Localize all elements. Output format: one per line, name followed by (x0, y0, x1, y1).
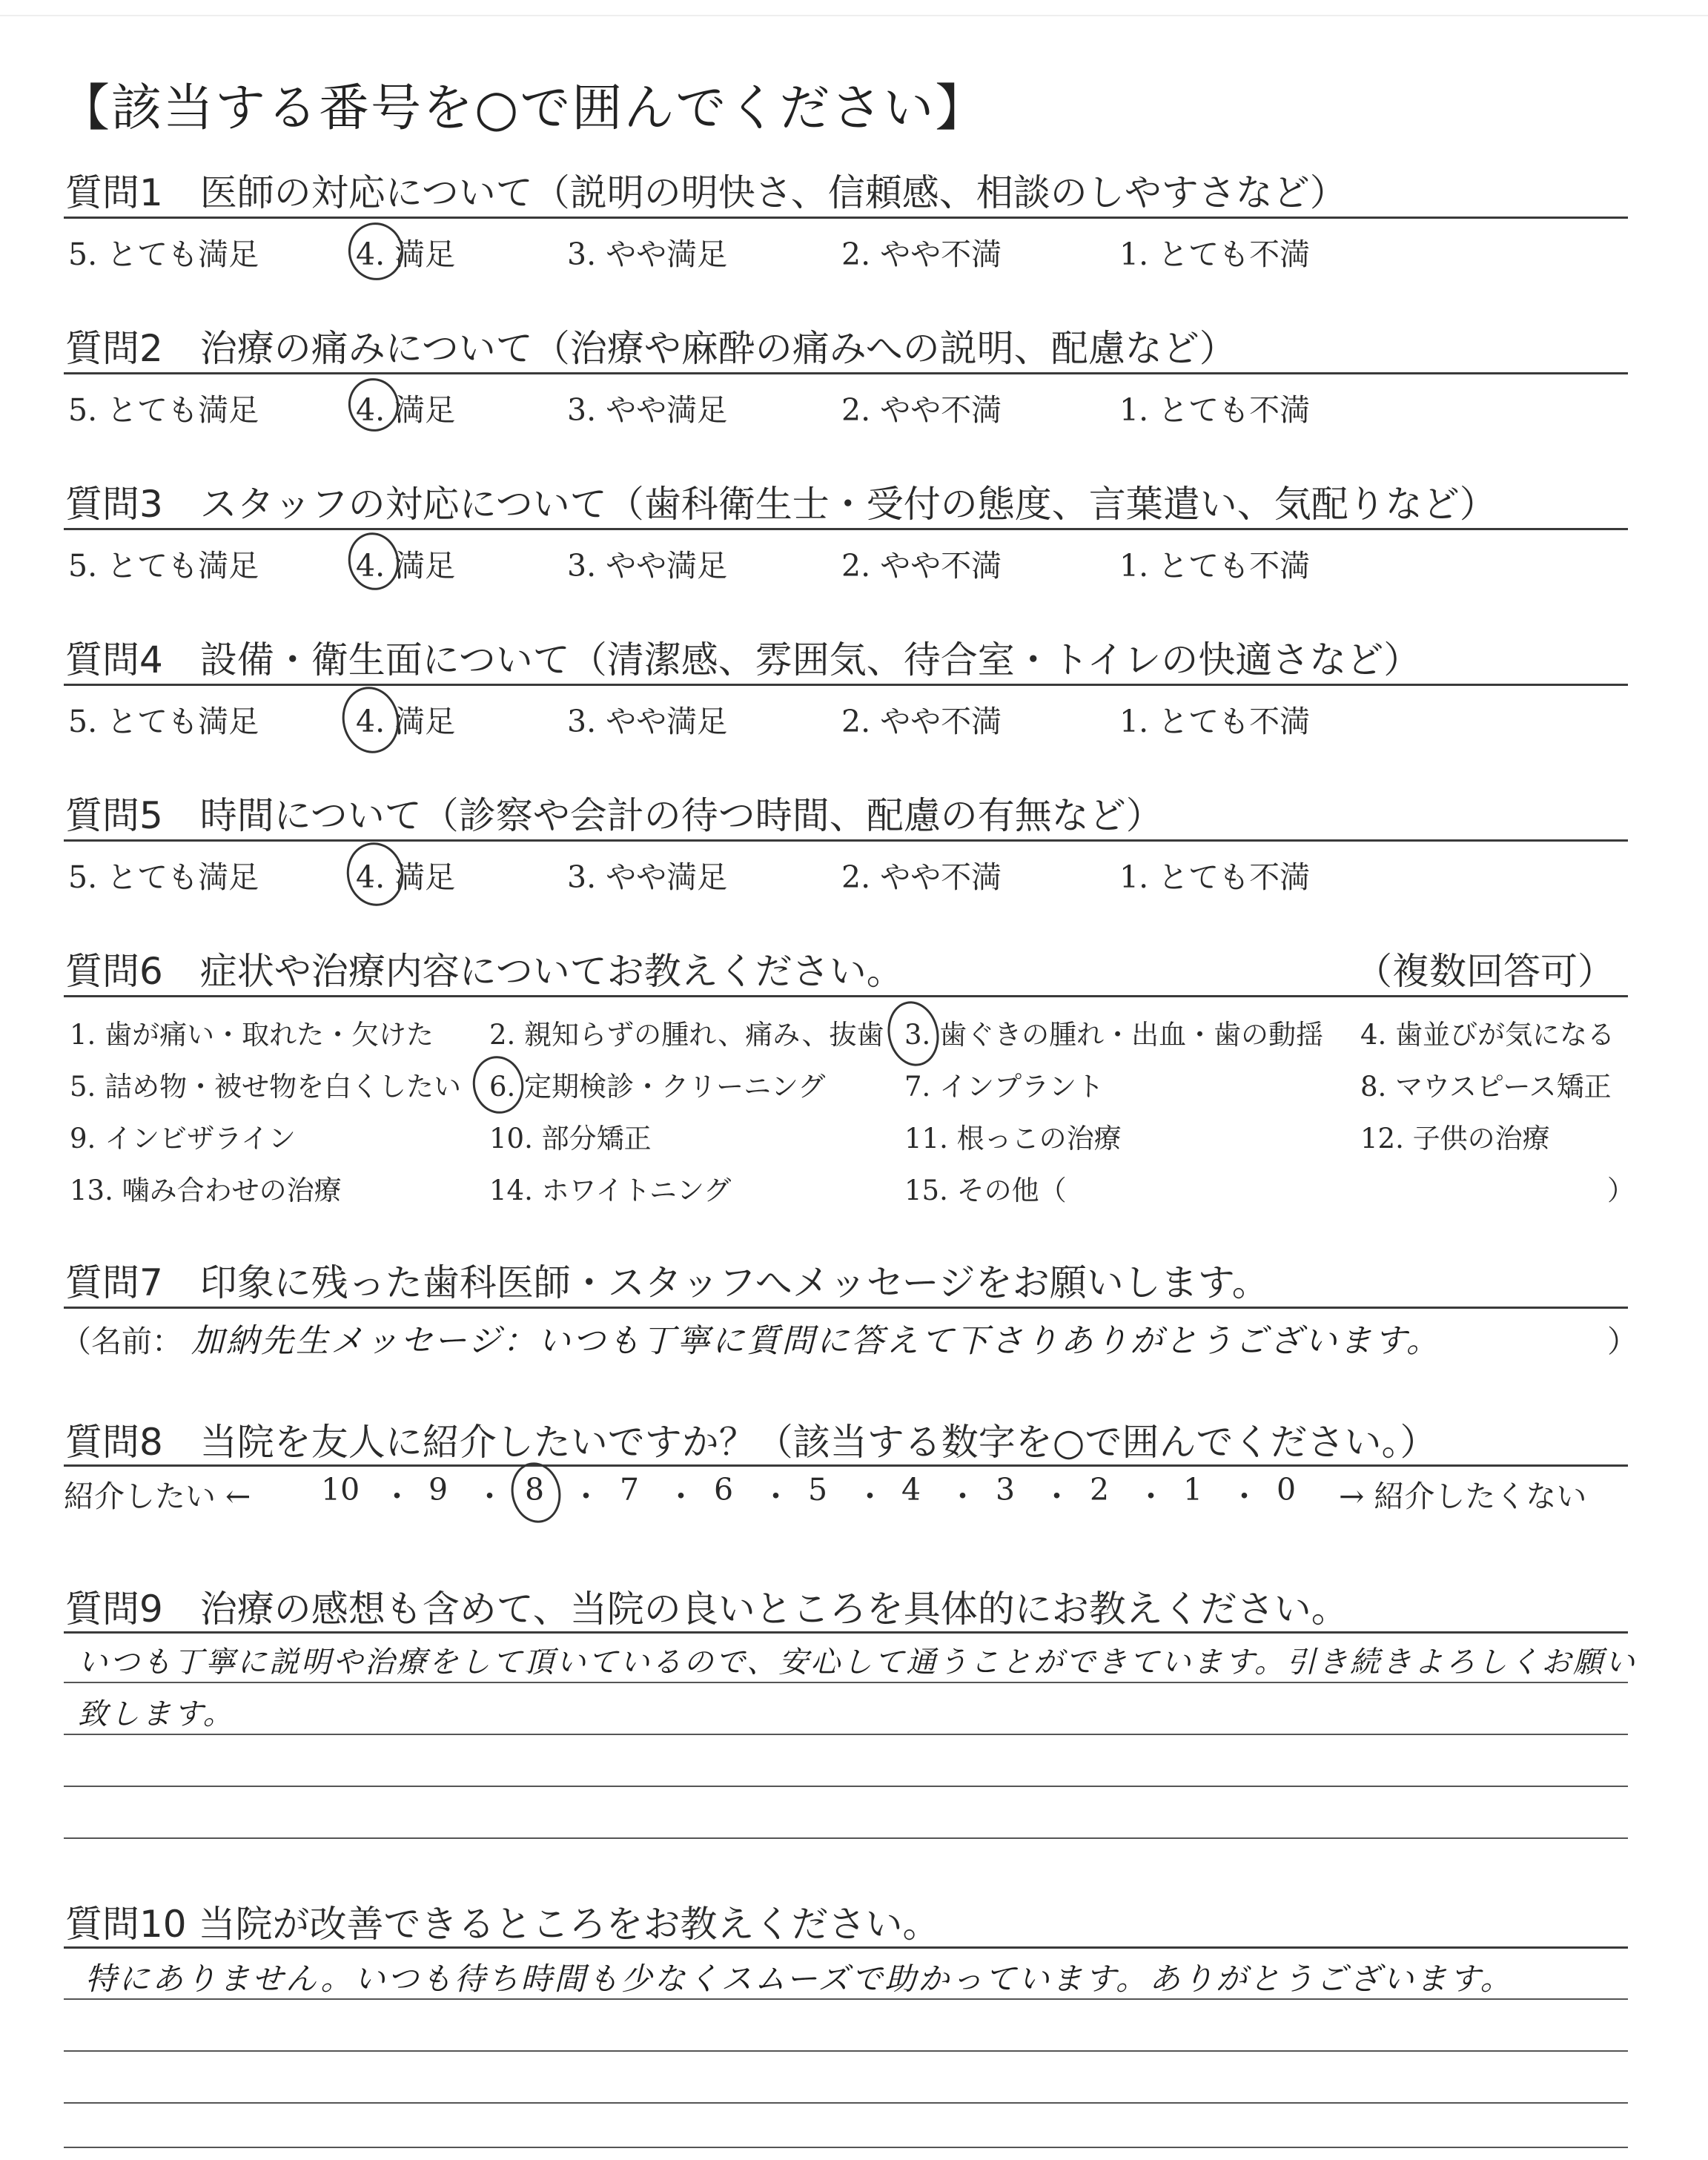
q4-selection-circle (336, 681, 405, 759)
q4-option-3[interactable]: 3. やや満足 (567, 704, 728, 739)
q5-option-4[interactable]: 4. 満足 (356, 859, 456, 895)
q8-scale-dot: ・ (666, 1479, 696, 1514)
question-4-rule (64, 684, 1628, 686)
question-9-rule (64, 1631, 1628, 1634)
q3-option-1[interactable]: 1. とても不満 (1119, 548, 1311, 584)
q7-name-suffix: ） (1607, 1324, 1638, 1359)
q9-writing-line (64, 1837, 1628, 1839)
q6-selection-circle-3 (882, 997, 945, 1071)
question-1-label: 質問1 医師の対応について（説明の明快さ、信頼感、相談のしやすさなど） (65, 171, 1347, 214)
question-2-rule (64, 372, 1628, 374)
q8-scale-4[interactable]: 4 (901, 1472, 921, 1507)
q6-option-3[interactable]: 3. 歯ぐきの腫れ・出血・歯の動揺 (904, 1019, 1324, 1051)
q8-scale-3[interactable]: 3 (996, 1472, 1016, 1507)
q4-option-1[interactable]: 1. とても不満 (1119, 704, 1311, 739)
q3-option-4[interactable]: 4. 満足 (356, 548, 456, 584)
q4-option-4[interactable]: 4. 満足 (356, 704, 456, 739)
q10-writing-line (64, 2147, 1628, 2148)
q1-option-2[interactable]: 2. やや不満 (841, 237, 1002, 272)
q3-option-5[interactable]: 5. とても満足 (68, 548, 259, 584)
question-7-label: 質問7 印象に残った歯科医師・スタッフへメッセージをお願いします。 (65, 1261, 1269, 1304)
q2-option-1[interactable]: 1. とても不満 (1119, 392, 1311, 428)
q4-option-5[interactable]: 5. とても満足 (68, 704, 259, 739)
q8-scale-9[interactable]: 9 (428, 1472, 448, 1507)
q6-option-14[interactable]: 14. ホワイトニング (489, 1175, 732, 1206)
q8-scale-dot: ・ (474, 1479, 505, 1514)
question-6-label: 質問6 症状や治療内容についてお教えください。 (65, 950, 904, 993)
q5-option-2[interactable]: 2. やや不満 (841, 859, 1002, 895)
q8-scale-1[interactable]: 1 (1183, 1472, 1203, 1507)
question-8-rule (64, 1464, 1628, 1467)
question-2-label: 質問2 治療の痛みについて（治療や麻酔の痛みへの説明、配慮など） (65, 327, 1237, 370)
question-9-label: 質問9 治療の感想も含めて、当院の良いところを具体的にお教えください。 (65, 1588, 1348, 1631)
question-4-label: 質問4 設備・衛生面について（清潔感、雰囲気、待合室・トイレの快適さなど） (65, 638, 1421, 681)
scan-edge (0, 15, 1708, 16)
q8-scale-dot: ・ (855, 1479, 885, 1514)
q8-scale-dot: ・ (1136, 1479, 1166, 1514)
q8-scale-2[interactable]: 2 (1090, 1472, 1110, 1507)
q1-option-1[interactable]: 1. とても不満 (1119, 237, 1311, 272)
q5-option-5[interactable]: 5. とても満足 (68, 859, 259, 895)
q8-scale-dot: ・ (382, 1479, 412, 1514)
q9-handwritten-line-1[interactable]: いつも丁寧に説明や治療をして頂いているので、安心して通うことができています。引き続きよろしくお願い (78, 1645, 1637, 1680)
question-1-rule (64, 217, 1628, 219)
q2-option-5[interactable]: 5. とても満足 (68, 392, 259, 428)
q5-option-3[interactable]: 3. やや満足 (567, 859, 728, 895)
question-7-rule (64, 1307, 1628, 1309)
q9-writing-line (64, 1734, 1628, 1735)
q6-option-6[interactable]: 6. 定期検診・クリーニング (489, 1071, 826, 1103)
q2-option-4[interactable]: 4. 満足 (356, 392, 456, 428)
page-title: 【該当する番号を○で囲んでください】 (59, 79, 987, 138)
q6-option-4[interactable]: 4. 歯並びが気になる (1360, 1019, 1615, 1051)
q2-option-3[interactable]: 3. やや満足 (567, 392, 728, 428)
q6-option-8[interactable]: 8. マウスピース矯正 (1360, 1071, 1612, 1103)
q8-right-label: → 紹介したくない (1339, 1479, 1587, 1514)
q8-scale-6[interactable]: 6 (714, 1472, 734, 1507)
q8-scale-dot: ・ (761, 1479, 791, 1514)
q1-option-3[interactable]: 3. やや満足 (567, 237, 728, 272)
q9-writing-line (64, 1786, 1628, 1787)
q7-name-prefix: （名前： (61, 1324, 182, 1359)
q6-option-5[interactable]: 5. 詰め物・被せ物を白くしたい (70, 1071, 462, 1103)
q1-option-5[interactable]: 5. とても満足 (68, 237, 259, 272)
q6-other-close-paren: ） (1607, 1175, 1635, 1206)
q6-option-9[interactable]: 9. インビザライン (70, 1123, 296, 1155)
q8-scale-10[interactable]: 10 (321, 1472, 360, 1507)
q6-option-12[interactable]: 12. 子供の治療 (1360, 1123, 1550, 1155)
q6-option-1[interactable]: 1. 歯が痛い・取れた・欠けた (70, 1019, 434, 1051)
question-5-rule (64, 839, 1628, 842)
q8-scale-8[interactable]: 8 (525, 1472, 545, 1507)
q8-scale-dot: ・ (1042, 1479, 1072, 1514)
q5-selection-circle (341, 837, 409, 911)
q4-option-2[interactable]: 2. やや不満 (841, 704, 1002, 739)
question-5-label: 質問5 時間について（診察や会計の待つ時間、配慮の有無など） (65, 794, 1163, 837)
q10-writing-line (64, 1998, 1628, 2000)
q6-option-13[interactable]: 13. 噛み合わせの治療 (70, 1175, 342, 1206)
q8-scale-dot: ・ (571, 1479, 601, 1514)
q3-option-3[interactable]: 3. やや満足 (567, 548, 728, 584)
question-10-label: 質問10 当院が改善できるところをお教えください。 (65, 1903, 940, 1946)
q6-option-10[interactable]: 10. 部分矯正 (489, 1123, 652, 1155)
q6-option-15[interactable]: 15. その他（ (904, 1175, 1067, 1206)
q8-scale-dot: ・ (1229, 1479, 1260, 1514)
q3-option-2[interactable]: 2. やや不満 (841, 548, 1002, 584)
q7-handwritten-message[interactable]: 加納先生メッセージ：いつも丁寧に質問に答えて下さりありがとうございます。 (191, 1322, 1441, 1360)
q2-option-2[interactable]: 2. やや不満 (841, 392, 1002, 428)
q10-handwritten-line-1[interactable]: 特にありません。いつも待ち時間も少なくスムーズで助かっています。ありがとうございます。 (85, 1961, 1514, 1997)
q5-option-1[interactable]: 1. とても不満 (1119, 859, 1311, 895)
q6-option-7[interactable]: 7. インプラント (904, 1071, 1105, 1103)
q6-selection-circle-6 (468, 1051, 529, 1118)
q1-selection-circle (343, 217, 409, 285)
q6-option-2[interactable]: 2. 親知らずの腫れ、痛み、抜歯 (489, 1019, 884, 1051)
q8-scale-5[interactable]: 5 (808, 1472, 828, 1507)
question-10-rule (64, 1946, 1628, 1949)
question-6-note: （複数回答可） (1355, 950, 1615, 993)
question-3-label: 質問3 スタッフの対応について（歯科衛生士・受付の態度、言葉遣い、気配りなど） (65, 483, 1497, 526)
q8-scale-0[interactable]: 0 (1277, 1472, 1297, 1507)
q9-writing-line (64, 1682, 1628, 1683)
q8-selection-circle (506, 1458, 566, 1527)
question-6-rule (64, 995, 1628, 997)
q6-option-11[interactable]: 11. 根っこの治療 (904, 1123, 1122, 1155)
q9-handwritten-line-2[interactable]: 致します。 (78, 1697, 235, 1731)
question-8-label: 質問8 当院を友人に紹介したいですか？（該当する数字を○で囲んでください。） (65, 1421, 1437, 1464)
q8-left-label: 紹介したい ← (64, 1479, 251, 1514)
q8-scale-7[interactable]: 7 (620, 1472, 640, 1507)
q8-scale-dot: ・ (947, 1479, 978, 1514)
q1-option-4[interactable]: 4. 満足 (356, 237, 456, 272)
q10-writing-line (64, 2102, 1628, 2104)
question-3-rule (64, 528, 1628, 530)
q10-writing-line (64, 2050, 1628, 2052)
